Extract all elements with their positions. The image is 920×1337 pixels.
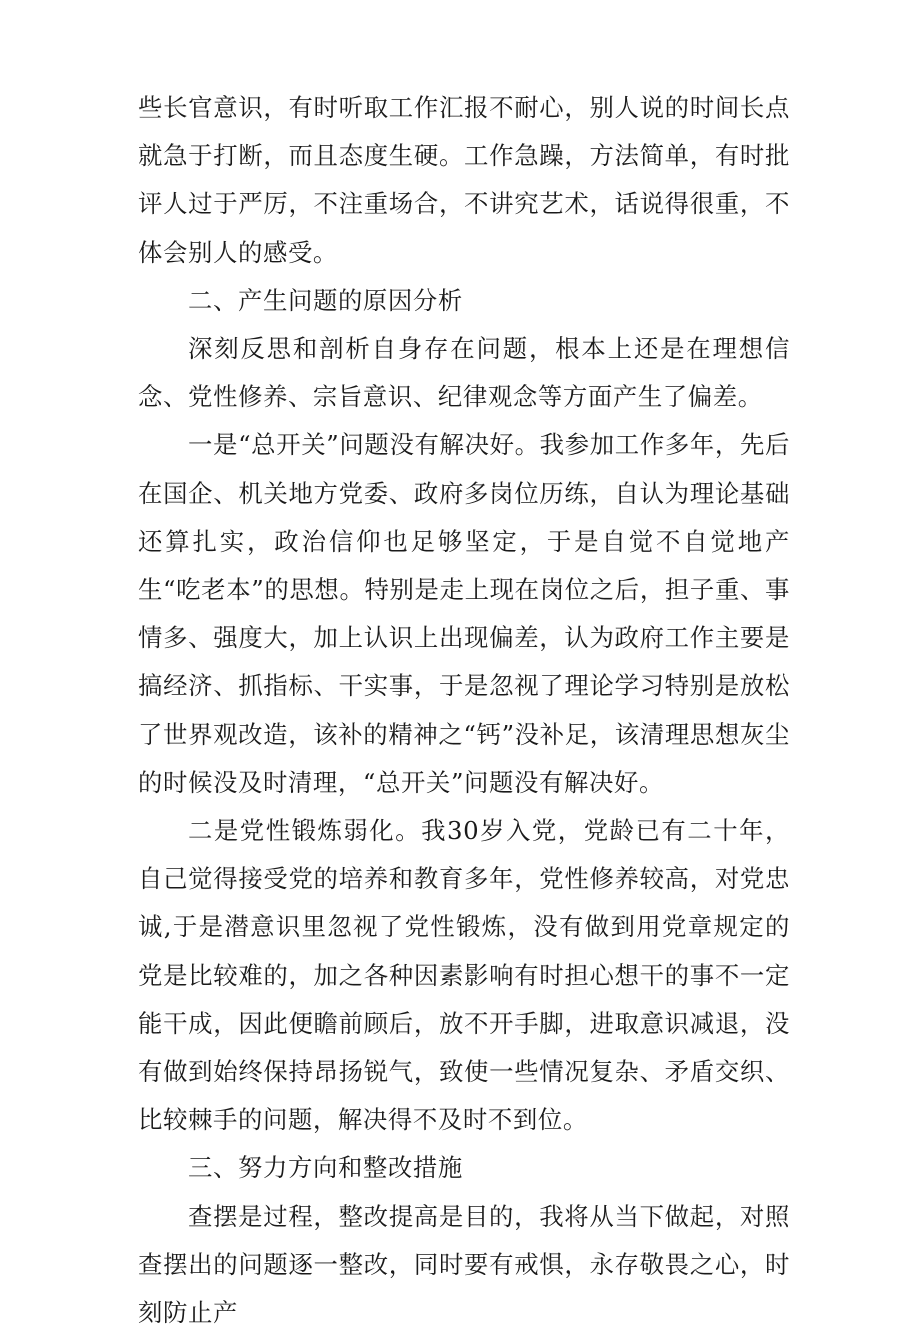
section-heading-causes: 二、产生问题的原因分析 <box>188 285 463 315</box>
paragraph: 一是“总开关”问题没有解决好。我参加工作多年，先后在国企、机关地方党委、政府多岗位历练，自认为理论基础还算扎实，政治信仰也足够坚定，于是自觉不自觉地产生“吃老本”的思想。特别是走上现在岗位之后，担子重、事情多、强度大，加上认识上出现偏差，认为政府工作主要是搞经济、抓指标、干实事，于是忽视了理论学习特别是放松了世界观改造，该补的精神之“钙”没补足，该清理思想灰尘的时候没及时清理，“总开关”问题没有解决好。 <box>138 430 790 797</box>
paragraph: 深刻反思和剖析自身存在问题，根本上还是在理想信念、党性修养、宗旨意识、纪律观念等方面产生了偏差。 <box>138 334 790 412</box>
document-body <box>138 84 790 1337</box>
paragraph: 二是党性锻炼弱化。我30岁入党，党龄已有二十年，自己觉得接受党的培养和教育多年，党性修养较高，对党忠诚,于是潜意识里忽视了党性锻炼，没有做到用党章规定的党是比较难的，加之各种因素影响有时担心想干的事不一定能干成，因此便瞻前顾后，放不开手脚，进取意识减退，没有做到始终保持昂扬锐气，致使一些情况复杂、矛盾交织、比较棘手的问题，解决得不及时不到位。 <box>138 816 790 1135</box>
paragraph: 查摆是过程，整改提高是目的，我将从当下做起，对照查摆出的问题逐一整改，同时要有戒惧，永存敬畏之心，时刻防止产 <box>138 1201 790 1328</box>
section-heading-measures: 三、努力方向和整改措施 <box>188 1153 463 1183</box>
paragraph-continued: 些长官意识，有时听取工作汇报不耐心，别人说的时间长点就急于打断，而且态度生硬。工作急躁，方法简单，有时批评人过于严厉，不注重场合，不讲究艺术，话说得很重，不体会别人的感受。 <box>138 93 790 267</box>
